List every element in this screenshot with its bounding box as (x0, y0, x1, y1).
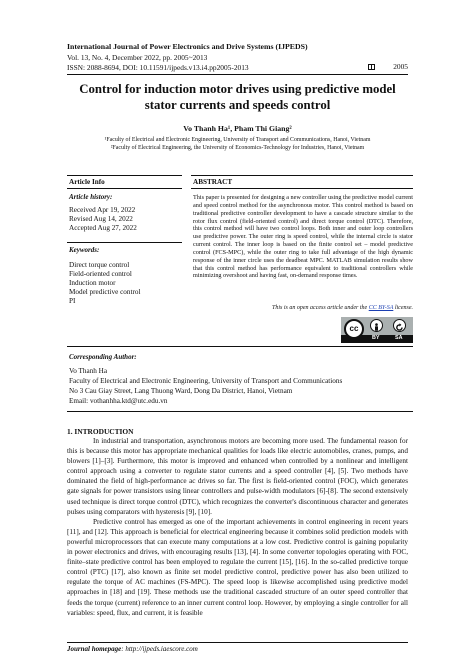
journal-homepage-label: Journal homepage (67, 645, 122, 653)
affiliation-2: ²Faculty of Electrical Engineering, the University of Economics-Technology for Industries, Hanoi, Vietnam (110, 145, 365, 151)
corresponding-top-rule (67, 346, 413, 347)
abstract-rule (191, 188, 413, 189)
corresponding-name: Vo Thanh Ha (69, 367, 108, 375)
keyword-item: Induction motor (69, 279, 116, 287)
open-access-prefix: This is an open access article under the (272, 305, 369, 311)
article-history-heading: Article history: (69, 193, 113, 201)
journal-homepage-url[interactable]: : http://ijpeds.iaescore.com (121, 645, 198, 653)
paper-title-line-1: Control for induction motor drives using predictive model (79, 82, 396, 96)
cc-sa-label: SA (395, 335, 403, 341)
accepted-date: Accepted Aug 27, 2022 (69, 224, 137, 232)
paper-title-line-2: stator currents and speeds control (144, 98, 331, 112)
article-info-rule (67, 188, 182, 189)
authors: Vo Thanh Ha¹, Pham Thi Giang² (183, 124, 292, 133)
book-icon (368, 64, 375, 70)
open-access-note (193, 305, 413, 311)
received-date: Received Apr 19, 2022 (69, 206, 136, 214)
corresponding-author-heading: Corresponding Author: (69, 353, 137, 361)
abstract-heading: ABSTRACT (193, 178, 233, 186)
creative-commons-icon: cc (344, 319, 364, 339)
keywords-heading: Keywords: (69, 246, 100, 254)
corresponding-address: No 3 Cau Giay Street, Lang Thuong Ward, Dong Da District, Hanoi, Vietnam (69, 387, 293, 395)
revised-date: Revised Aug 14, 2022 (69, 215, 133, 223)
abstract-top-rule (191, 175, 413, 176)
cc-by-label: BY (372, 335, 380, 341)
keyword-item: Direct torque control (69, 261, 130, 269)
page-number: 2005 (393, 62, 408, 71)
cc-by-sa-badge[interactable] (341, 317, 413, 343)
open-access-suffix: license. (393, 305, 413, 311)
keywords-rule (67, 242, 182, 243)
introduction-paragraph-1: In industrial and transportation, asynchronous motors are becoming more used. The fundamental reason for this is because this motor has appropriate mechanical qualities for loads like electric automobiles, cranes, pumps, and blowers [1]–[3]. Furthermore, this motor is improved and enhanced when controlled by a nonlinear and intelligent control approach using a converter to regulate stator currents and a speed controller [4], [5]. Two methods have dominated the field of high-performance ac drives so far. The first is field-oriented control (FOC), which generates gate signals for power transistors using linear controllers and pulse-width modulators [6]-[8]. The second extensively used technique is direct torque control (DTC), which recognizes the converter's discontinuous character and generates pulses using comparators with hysteresis [9], [10]. (67, 437, 408, 516)
paper-title (67, 81, 408, 113)
corresponding-bottom-rule (67, 411, 413, 412)
keyword-item: Model predictive control (69, 288, 141, 296)
license-link[interactable]: CC BY-SA (368, 305, 394, 311)
abstract-text: This paper is presented for designing a new controller using the predictive model current and speed control method for the asynchronous motor. This control method is based on traditional predictive controller development to have a cascade structure similar to the rotor flux control (field-oriented control) and direct torque control (DTC). Therefore, this control method will have two control loops. Both inner and outer loop controllers use predictive power. The outer ring is speed control, while the internal circle is stator current control. The inner loop is based on the finite control set – model predictive control (FCS-MPC), while the outer ring to take full advantage of the high dynamic response of the inner circle uses the deadbeat MPC. MATLAB simulation results show that this control method has performance equivalent to traditional controllers while minimizing overshoot and having fast, on-demand response times. (193, 194, 413, 280)
journal-homepage-footer (67, 645, 198, 653)
article-info-top-rule (67, 175, 182, 176)
journal-name: International Journal of Power Electronics and Drive Systems (IJPEDS) (67, 42, 308, 51)
header-divider (67, 74, 408, 75)
journal-issn-doi: ISSN: 2088-8694, DOI: 10.11591/ijpeds.v13.i4.pp2005-2013 (67, 63, 249, 72)
footer-divider (67, 642, 408, 643)
introduction-body (67, 436, 408, 618)
attribution-person-icon (370, 319, 383, 332)
introduction-paragraph-2: Predictive control has emerged as one of the important achievements in control engineering in recent years [11], and [12]. This approach is beneficial for electrical engineering because it combines solid prediction models with powerful microprocessors that can execute many computations at a low cost. Predictive control is gaining popularity in power electronics and drives, with encouraging results [13], [4]. In some converter topologies operating with FOC, finite–state predictive control has been employed to regulate the current [15], [16]. In the so-called predictive torque control (PTC) [17], also known as finite set model predictive control, predictive power has also been utilized to regulate the torque of AC machines (FS-MPC). The speed loop is likewise accomplished using predictive model approaches in [18] and [19]. These methods use the traditional cascaded structure of an outer speed controller that feeds the torque (current) reference to an inner current control loop. However, by employing a single controller for all variables: speed, flux, and current, it is feasible (67, 517, 408, 617)
corresponding-email: Email: vothanhha.ktd@utc.edu.vn (69, 397, 168, 405)
journal-volume: Vol. 13, No. 4, December 2022, pp. 2005~2013 (67, 53, 208, 62)
article-info-heading: Article Info (69, 178, 105, 186)
affiliation-1: ¹Faculty of Electrical and Electronic Engineering, University of Transport and Communications, Hanoi, Vietnam (104, 137, 371, 143)
keyword-item: PI (69, 297, 76, 305)
introduction-heading: 1. INTRODUCTION (67, 427, 134, 436)
corresponding-faculty: Faculty of Electrical and Electronic Engineering, University of Transport and Communications (69, 377, 343, 385)
share-alike-icon (393, 319, 406, 332)
keyword-item: Field-oriented control (69, 270, 132, 278)
